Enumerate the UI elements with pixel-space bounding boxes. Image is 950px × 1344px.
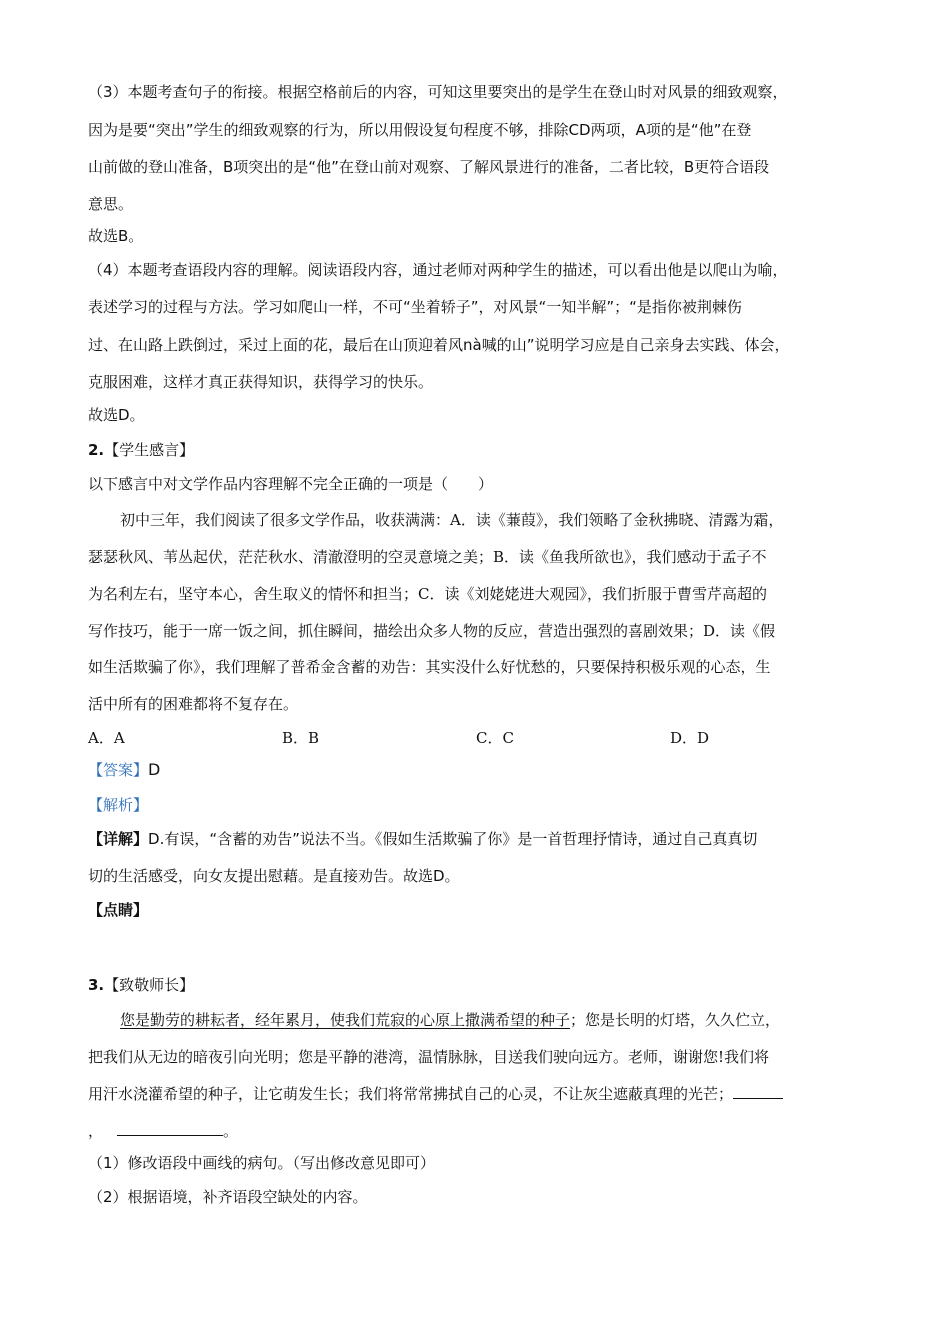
answer-blank-1[interactable] <box>733 1084 783 1099</box>
q3-blank-line <box>88 1121 238 1141</box>
q2-passage-line-3: 为名利左右，坚守本心，舍生取义的情怀和担当；C．读《刘姥姥进大观园》，我们折服于曹雪芹高超的 <box>88 585 767 603</box>
answer-label: 【答案】 <box>88 761 149 779</box>
q3-passage-line-2: 把我们从无边的暗夜引向光明；您是平静的港湾，温情脉脉，目送我们驶向远方。老师，谢谢您!我们将 <box>88 1048 770 1066</box>
answer-blank-2[interactable] <box>117 1121 223 1136</box>
q1-analysis-3-line-1: （3）本题考查句子的衔接。根据空格前后的内容，可知这里要突出的是学生在登山时对风景的细致观察， <box>88 83 788 101</box>
q3-line1-rest: ；您是长明的灯塔，久久伫立， <box>570 1011 781 1029</box>
underlined-sentence: 您是勤劳的耕耘者，经年累月，使我们荒寂的心原上撒满希望的种子 <box>120 1011 571 1029</box>
q2-option-c: C．C <box>476 729 514 747</box>
q2-stem: 以下感言中对文学作品内容理解不完全正确的一项是（ ） <box>88 475 494 493</box>
q3-title: 【致敬师长】 <box>104 976 195 994</box>
q2-passage-line-5: 如生活欺骗了你》，我们理解了普希金含蓄的劝告：其实没什么好忧愁的，只要保持积极乐观的心态，生 <box>88 658 771 676</box>
comment-label: 【点睛】 <box>88 901 149 919</box>
q1-analysis-4-line-2: 表述学习的过程与方法。学习如爬山一样，不可“坐着轿子”，对风景“一知半解”；“是指你被荆棘伤 <box>88 298 742 316</box>
q2-option-a: A．A <box>88 729 125 747</box>
q1-analysis-4-line-3: 过、在山路上跌倒过，采过上面的花，最后在山顶迎着风nà喊的山”说明学习应是自己亲身去实践、体会， <box>88 336 790 354</box>
q3-passage-line-3-text: 用汗水浇灌希望的种子，让它萌发生长；我们将常常拂拭自己的心灵，不让灰尘遮蔽真理的光芒； <box>88 1085 734 1103</box>
q1-analysis-3-line-3: 山前做的登山准备，B项突出的是“他”在登山前对观察、了解风景进行的准备，二者比较，B更符合语段 <box>88 158 770 176</box>
q3-sub-question-2: （2）根据语境，补齐语段空缺处的内容。 <box>88 1188 368 1206</box>
q1-analysis-4-line-1: （4）本题考查语段内容的理解。阅读语段内容，通过老师对两种学生的描述，可以看出他是以爬山为喻， <box>88 261 788 279</box>
analysis-label: 【解析】 <box>88 796 149 814</box>
q2-heading <box>88 440 194 460</box>
q1-analysis-3-line-2: 因为是要“突出”学生的细致观察的行为，所以用假设复句程度不够，排除CD两项，A项的是“他”在登 <box>88 121 752 139</box>
q3-sub-question-1: （1）修改语段中画线的病句。（写出修改意见即可） <box>88 1154 436 1172</box>
q1-analysis-4-choice: 故选D。 <box>88 406 145 424</box>
blank-comma: ， <box>88 1122 104 1140</box>
q3-passage-line-3 <box>88 1084 783 1104</box>
detail-label: 【详解】 <box>88 830 149 848</box>
q2-number: 2. <box>88 441 105 459</box>
q3-passage-line-1 <box>120 1010 780 1030</box>
q2-title: 【学生感言】 <box>104 441 195 459</box>
blank-end: 。 <box>223 1122 239 1140</box>
q2-passage-line-1: 初中三年，我们阅读了很多文学作品，收获满满：A．读《蒹葭》，我们领略了金秋拂晓、清露为霜， <box>120 511 784 529</box>
q2-answer <box>88 760 160 780</box>
q2-detail-line-1 <box>88 829 757 849</box>
q1-analysis-4-line-4: 克服困难，这样才真正获得知识，获得学习的快乐。 <box>88 373 434 391</box>
q2-option-b: B．B <box>282 729 320 747</box>
answer-value: D <box>148 760 161 779</box>
q1-analysis-3-choice: 故选B。 <box>88 227 144 245</box>
q2-passage-line-6: 活中所有的困难都将不复存在。 <box>88 695 299 713</box>
q2-passage-line-2: 瑟瑟秋风、苇丛起伏，茫茫秋水、清澈澄明的空灵意境之美；B．读《鱼我所欲也》，我们感动于孟子不 <box>88 548 767 566</box>
detail-text: D.有误，“含蓄的劝告”说法不当。《假如生活欺骗了你》是一首哲理抒情诗，通过自己真真切 <box>148 830 758 848</box>
q2-passage-line-4: 写作技巧，能于一席一饭之间，抓住瞬间，描绘出众多人物的反应，营造出强烈的喜剧效果；D．读《假 <box>88 622 776 640</box>
q2-option-d: D．D <box>670 729 710 747</box>
q3-heading <box>88 975 194 995</box>
q3-number: 3. <box>88 976 105 994</box>
q2-detail-line-2: 切的生活感受，向女友提出慰藉。是直接劝告。故选D。 <box>88 867 460 885</box>
q1-analysis-3-line-4: 意思。 <box>88 195 134 213</box>
